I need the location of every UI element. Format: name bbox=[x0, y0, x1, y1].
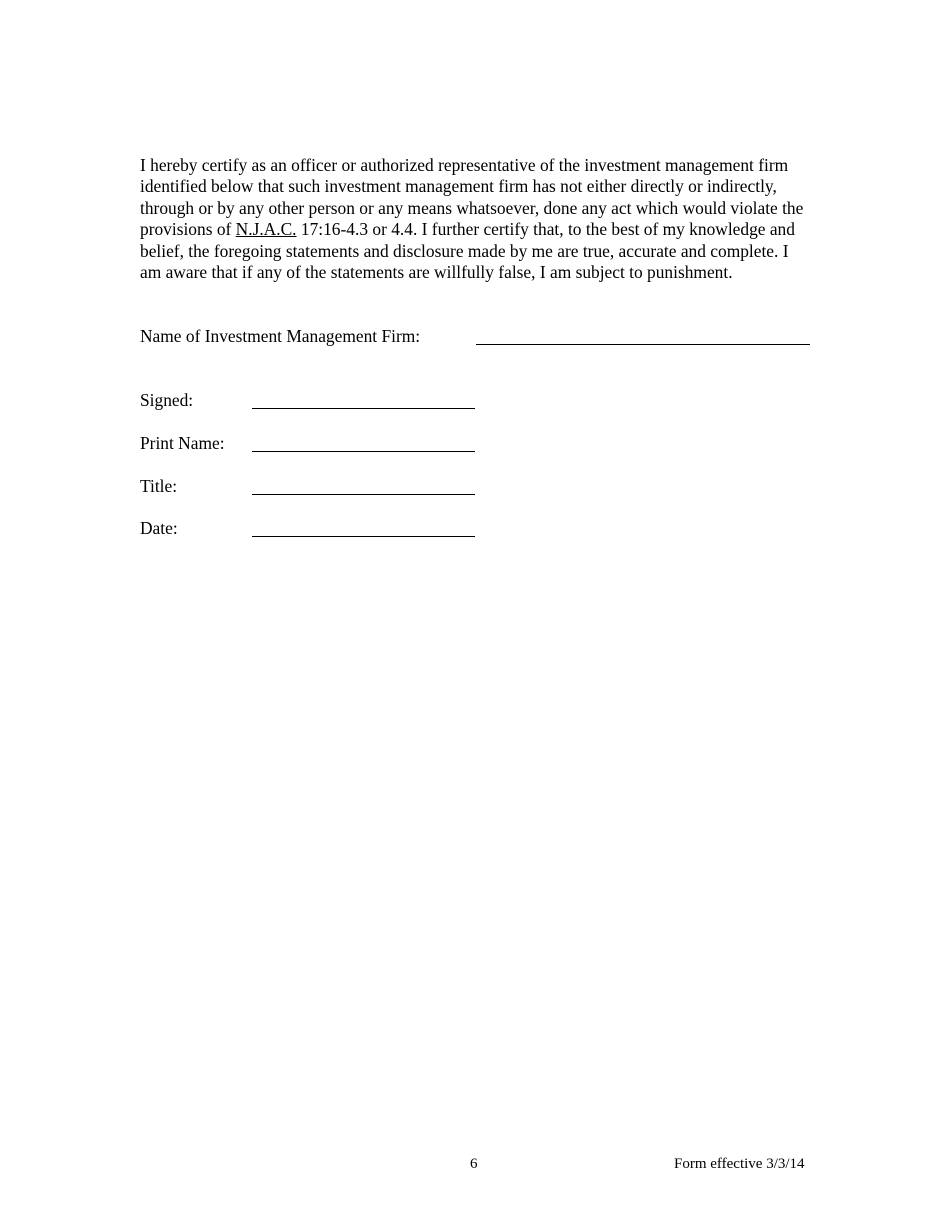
form-effective-date: Form effective 3/3/14 bbox=[674, 1156, 805, 1172]
print-name-line[interactable] bbox=[252, 451, 475, 452]
title-label: Title: bbox=[140, 476, 178, 496]
firm-name-line[interactable] bbox=[476, 344, 810, 345]
firm-name-label: Name of Investment Management Firm: bbox=[140, 326, 421, 346]
certification-text-part2: 17:16-4.3 or 4.4. I further certify that, to the best of my knowledge and belief, the foregoing statements and disclosure made by me are true, accurate and complete. I am aware that if any of the statements are willfully false, I am subject to punishment. bbox=[140, 219, 795, 283]
regulation-citation: N.J.A.C. bbox=[235, 219, 297, 240]
page-number: 6 bbox=[470, 1156, 478, 1172]
certification-text-part1: I hereby certify as an officer or authorized representative of the investment management firm identified below that such investment management firm has not either directly or indirectly, through or by any other person or any means whatsoever, done any act which would violate the provisions of bbox=[140, 155, 804, 240]
certification-statement bbox=[140, 155, 810, 283]
date-line[interactable] bbox=[252, 536, 475, 537]
signed-label: Signed: bbox=[140, 390, 194, 410]
print-name-label: Print Name: bbox=[140, 433, 225, 453]
signature-line[interactable] bbox=[252, 408, 475, 409]
date-label: Date: bbox=[140, 518, 178, 538]
title-line[interactable] bbox=[252, 494, 475, 495]
